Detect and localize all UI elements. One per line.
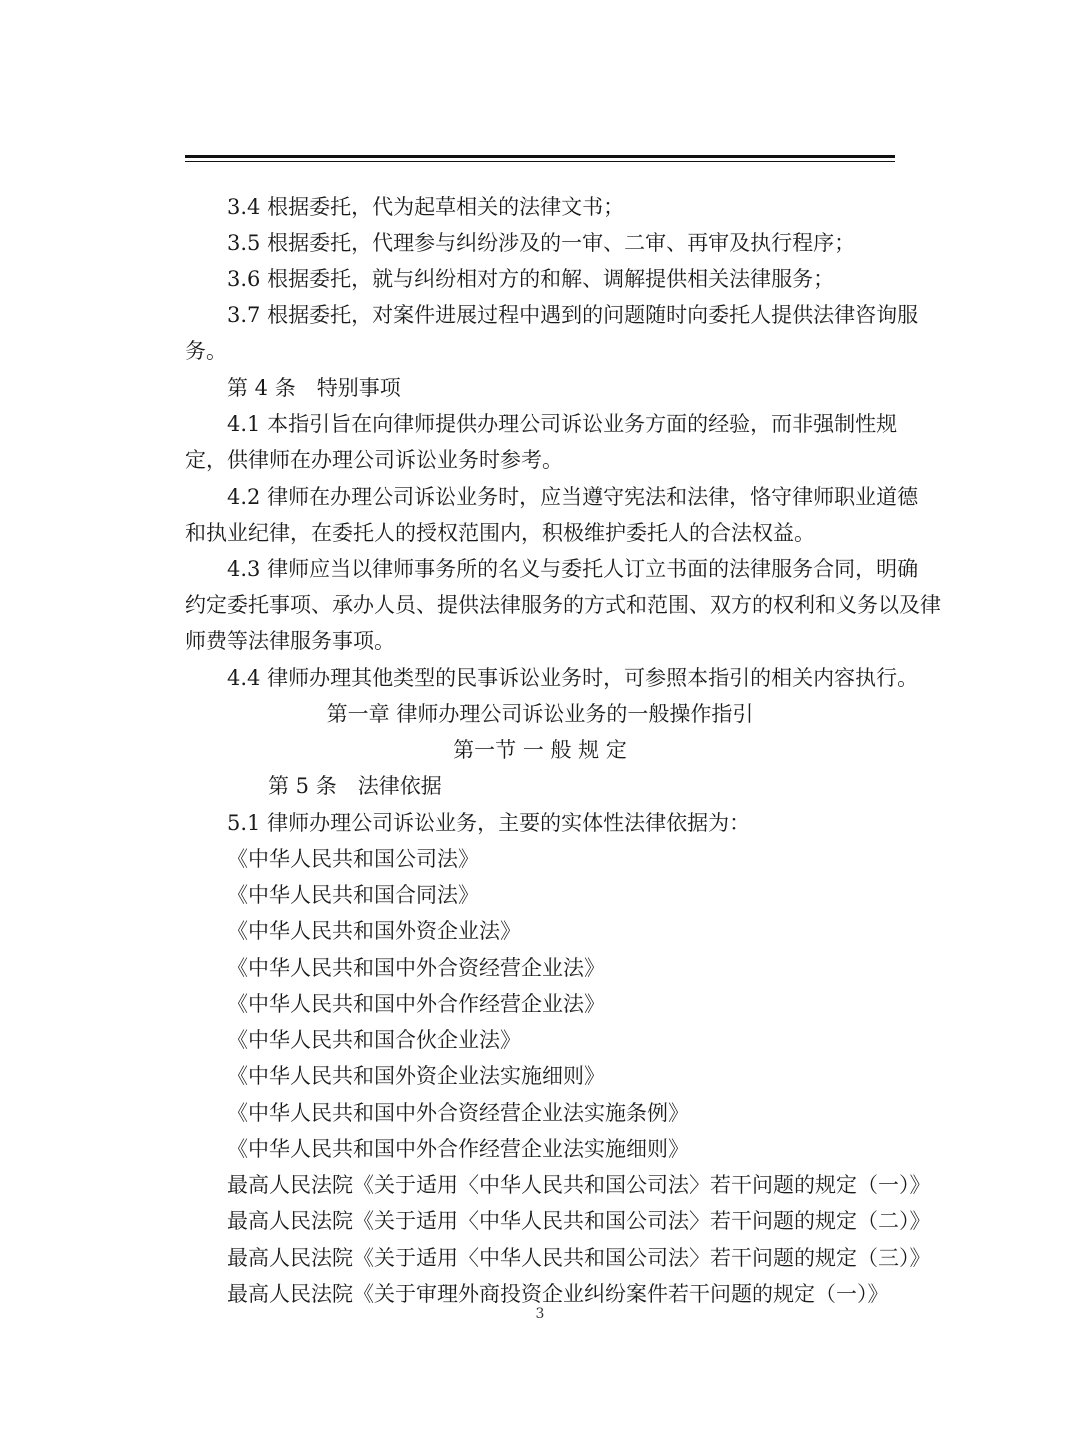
law-item: 最高人民法院《关于适用〈中华人民共和国公司法〉若干问题的规定（一）》 [227,1173,931,1197]
chapter-heading: 第一章 律师办理公司诉讼业务的一般操作指引 [326,702,754,726]
article-5-heading: 第 5 条 法律依据 [268,774,442,798]
law-item: 《中华人民共和国中外合资经营企业法实施条例》 [227,1101,689,1125]
law-item: 最高人民法院《关于适用〈中华人民共和国公司法〉若干问题的规定（三）》 [227,1246,931,1270]
clause-4-4: 4.4 律师办理其他类型的民事诉讼业务时，可参照本指引的相关内容执行。 [227,666,919,690]
page-number: 3 [535,1306,545,1322]
header-rule-thick [185,155,895,158]
law-item: 《中华人民共和国外资企业法》 [227,919,521,943]
clause-4-3-cont-1: 约定委托事项、承办人员、提供法律服务的方式和范围、双方的权利和义务以及律 [185,593,941,617]
law-item: 《中华人民共和国合同法》 [227,883,479,907]
law-item: 最高人民法院《关于适用〈中华人民共和国公司法〉若干问题的规定（二）》 [227,1209,931,1233]
law-item: 最高人民法院《关于审理外商投资企业纠纷案件若干问题的规定（一）》 [227,1282,889,1306]
clause-4-1-cont: 定，供律师在办理公司诉讼业务时参考。 [185,448,563,472]
article-4-heading: 第 4 条 特别事项 [227,376,401,400]
law-item: 《中华人民共和国中外合资经营企业法》 [227,956,605,980]
clause-3-6: 3.6 根据委托，就与纠纷相对方的和解、调解提供相关法律服务； [227,267,835,291]
section-heading: 第一节 一 般 规 定 [453,738,627,762]
clause-4-2-cont: 和执业纪律，在委托人的授权范围内，积极维护委托人的合法权益。 [185,521,815,545]
law-item: 《中华人民共和国公司法》 [227,847,479,871]
clause-4-1: 4.1 本指引旨在向律师提供办理公司诉讼业务方面的经验，而非强制性规 [227,412,898,436]
clause-3-7: 3.7 根据委托，对案件进展过程中遇到的问题随时向委托人提供法律咨询服 [227,303,919,327]
law-item: 《中华人民共和国合伙企业法》 [227,1028,521,1052]
law-item: 《中华人民共和国中外合作经营企业法》 [227,992,605,1016]
clause-4-3-cont-2: 师费等法律服务事项。 [185,629,395,653]
clause-4-2: 4.2 律师在办理公司诉讼业务时，应当遵守宪法和法律，恪守律师职业道德 [227,485,919,509]
law-item: 《中华人民共和国外资企业法实施细则》 [227,1064,605,1088]
clause-3-5: 3.5 根据委托，代理参与纠纷涉及的一审、二审、再审及执行程序； [227,231,856,255]
clause-5-1: 5.1 律师办理公司诉讼业务，主要的实体性法律依据为： [227,811,751,835]
law-item: 《中华人民共和国中外合作经营企业法实施细则》 [227,1137,689,1161]
clause-3-4: 3.4 根据委托，代为起草相关的法律文书； [227,195,625,219]
clause-4-3: 4.3 律师应当以律师事务所的名义与委托人订立书面的法律服务合同，明确 [227,557,919,581]
clause-3-7-cont: 务。 [185,339,227,363]
header-rule-thin [185,161,895,162]
